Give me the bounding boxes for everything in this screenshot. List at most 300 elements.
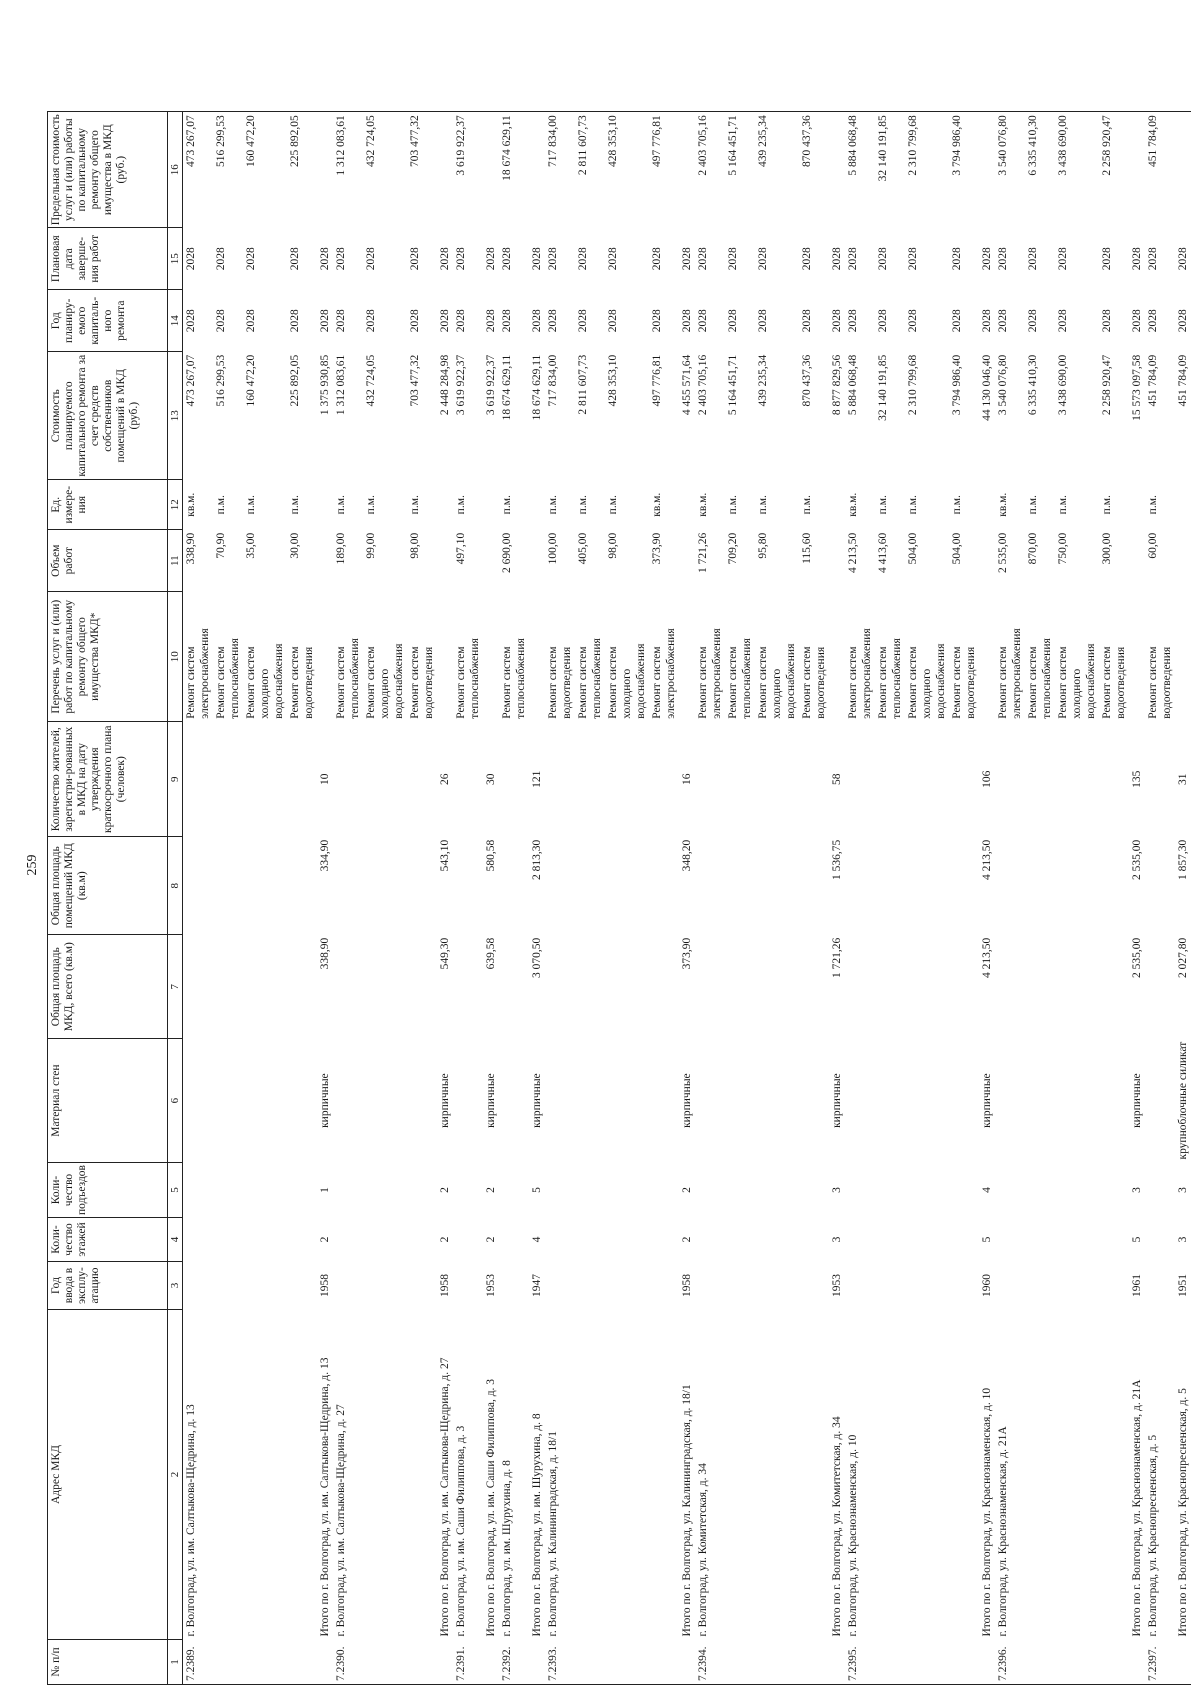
cell-entr: [725, 1163, 755, 1218]
cell-addr: [407, 1310, 437, 1640]
table-row: [183, 112, 214, 1685]
cell-cost: 2 448 284,98: [439, 354, 451, 416]
cell-wall: [799, 1039, 829, 1163]
cell-max: 3 619 922,37: [453, 112, 483, 228]
cell-area2: [649, 837, 679, 935]
cell-area2: [213, 837, 243, 935]
cell-wall: [995, 1039, 1025, 1163]
cell-vol: [979, 530, 995, 592]
cell-area: [499, 935, 529, 1039]
cell-cost: 1 375 930,85: [319, 354, 331, 416]
cell-cost: 473 267,07: [185, 354, 197, 407]
cell-y14: 2028: [531, 309, 543, 333]
cell-year: 1961: [1131, 1274, 1143, 1297]
cell-area: [949, 935, 979, 1039]
cell-addr: [213, 1310, 243, 1640]
cell-year: [799, 1262, 829, 1310]
cell-vol: 2 535,00: [997, 532, 1009, 573]
cell-unit: [1129, 480, 1145, 530]
cell-area: [995, 935, 1025, 1039]
cell-y15: 2028: [951, 247, 963, 271]
cell-cost: 18 674 629,11: [501, 354, 513, 421]
header-cell: Общая площадь МКД, всего (кв.м): [48, 935, 168, 1039]
cell-wall: [755, 1039, 799, 1163]
cell-area: 549,30: [439, 937, 451, 970]
cell-area2: [499, 837, 529, 935]
column-number: 13: [168, 352, 183, 480]
cell-unit: п.м.: [547, 495, 559, 515]
cell-entr: [1055, 1163, 1099, 1218]
cell-people: [287, 722, 317, 837]
cell-addr: [755, 1310, 799, 1640]
cell-floors: 2: [485, 1236, 497, 1243]
cell-year: [995, 1262, 1025, 1310]
cell-max: [1129, 112, 1145, 228]
cell-wall: [363, 1039, 407, 1163]
page-number: 259: [25, 854, 40, 876]
cell-wall: крупноблочные силикат: [1177, 1041, 1189, 1160]
cell-people: [453, 722, 483, 837]
cell-num: [725, 1640, 755, 1685]
cell-y15: 2028: [831, 247, 843, 271]
cell-year: 1958: [439, 1274, 451, 1297]
cell-wall: [875, 1039, 905, 1163]
cell-unit: кв.м.: [847, 492, 859, 517]
cell-vol: [437, 530, 453, 592]
header-cell: Ед. измере-ния: [48, 480, 168, 530]
cell-y15: 2028: [981, 247, 993, 271]
table-row: [213, 112, 243, 1685]
cell-wall: кирпичные: [681, 1073, 693, 1128]
cell-y14: 2028: [485, 309, 497, 333]
header-cell: Коли-чество подъездов: [48, 1163, 168, 1218]
header-cell: Объем работ: [48, 530, 168, 592]
cell-unit: п.м.: [215, 495, 227, 515]
cell-area2: [407, 837, 437, 935]
cell-max: [317, 112, 333, 228]
cell-work: Ремонт систем холодного водоснабжения: [757, 643, 797, 719]
total-row: [679, 112, 695, 1685]
cell-addr: [287, 1310, 317, 1640]
cell-year: [333, 1262, 363, 1310]
cell-people: [407, 722, 437, 837]
cell-entr: [499, 1163, 529, 1218]
cell-people: 10: [319, 773, 331, 785]
cell-unit: п.м.: [877, 495, 889, 515]
cell-work: Ремонт систем водоотведения: [951, 646, 977, 719]
cell-wall: кирпичные: [831, 1073, 843, 1128]
cell-vol: [483, 530, 499, 592]
table-row: [407, 112, 437, 1685]
table-row: [333, 112, 363, 1685]
cell-unit: [483, 480, 499, 530]
cell-num: [829, 1640, 845, 1685]
cell-floors: 4: [531, 1236, 543, 1243]
cell-y14: 2028: [831, 309, 843, 333]
table-row: [875, 112, 905, 1685]
cell-work: Ремонт систем холодного водоснабжения: [907, 643, 947, 719]
cell-entr: [995, 1163, 1025, 1218]
cell-addr: [649, 1310, 679, 1640]
column-number: 6: [168, 1039, 183, 1163]
capital-repair-table: [47, 111, 1191, 1685]
cell-unit: п.м.: [801, 495, 813, 515]
cell-num: [1099, 1640, 1129, 1685]
cell-floors: [453, 1218, 483, 1262]
cell-area2: 4 213,50: [981, 839, 993, 880]
cell-people: [845, 722, 875, 837]
cell-area: [407, 935, 437, 1039]
cell-y15: 2028: [289, 247, 301, 271]
cell-vol: 504,00: [907, 532, 919, 565]
cell-unit: п.м.: [1147, 495, 1159, 515]
rotated-page: [25, 45, 1189, 1685]
cell-area: 2 027,80: [1177, 937, 1189, 978]
cell-cost: 3 619 922,37: [455, 354, 467, 416]
cell-area2: [575, 837, 605, 935]
cell-year: 1958: [319, 1274, 331, 1297]
cell-year: 1947: [531, 1274, 543, 1297]
cell-y15: 2028: [1057, 247, 1069, 271]
cell-year: [605, 1262, 649, 1310]
cell-y15: 2028: [757, 247, 769, 271]
cell-max: 703 477,32: [407, 112, 437, 228]
cell-floors: [695, 1218, 725, 1262]
cell-unit: [1175, 480, 1191, 530]
cell-y14: 2028: [547, 309, 559, 333]
cell-people: 26: [439, 773, 451, 785]
cell-entr: [333, 1163, 363, 1218]
cell-floors: [875, 1218, 905, 1262]
cell-unit: п.м.: [607, 495, 619, 515]
cell-entr: [1145, 1163, 1175, 1218]
cell-wall: [905, 1039, 949, 1163]
cell-addr: [575, 1310, 605, 1640]
cell-addr: г. Волгоград, ул. им. Саши Филиппова, д. 3: [455, 1425, 467, 1637]
cell-year: [1025, 1262, 1055, 1310]
cell-area2: 580,58: [485, 839, 497, 872]
cell-wall: кирпичные: [531, 1073, 543, 1128]
cell-y14: 2028: [409, 309, 421, 333]
header-cell: Адрес МКД: [48, 1310, 168, 1640]
cell-y15: 2028: [439, 247, 451, 271]
cell-num: [437, 1640, 453, 1685]
cell-area: 4 213,50: [981, 937, 993, 978]
cell-cost: 3 794 986,40: [951, 354, 963, 416]
cell-y15: 2028: [547, 247, 559, 271]
cell-y15: 2028: [1147, 247, 1159, 271]
cell-floors: 3: [831, 1236, 843, 1243]
cell-area2: [243, 837, 287, 935]
cell-entr: [287, 1163, 317, 1218]
cell-floors: [845, 1218, 875, 1262]
column-number: 4: [168, 1218, 183, 1262]
cell-unit: п.м.: [245, 495, 257, 515]
table-row: [243, 112, 287, 1685]
cell-area: [799, 935, 829, 1039]
cell-y15: 2028: [847, 247, 859, 271]
cell-area: [575, 935, 605, 1039]
cell-num: [529, 1640, 545, 1685]
cell-floors: [1025, 1218, 1055, 1262]
cell-people: [363, 722, 407, 837]
cell-addr: Итого по г. Волгоград, ул. Комитетская, д. 34: [831, 1416, 843, 1637]
cell-people: [1025, 722, 1055, 837]
cell-y15: 2028: [215, 247, 227, 271]
cell-vol: 98,00: [607, 532, 619, 559]
cell-year: [875, 1262, 905, 1310]
cell-wall: [407, 1039, 437, 1163]
cell-max: [829, 112, 845, 228]
cell-vol: 497,10: [455, 532, 467, 565]
cell-people: 135: [1131, 770, 1143, 788]
cell-num: [287, 1640, 317, 1685]
cell-wall: [213, 1039, 243, 1163]
cell-addr: Итого по г. Волгоград, ул. им. Шурухина, д. 8: [531, 1413, 543, 1637]
cell-unit: [829, 480, 845, 530]
cell-area: [333, 935, 363, 1039]
cell-addr: г. Волгоград, ул. им. Салтыкова-Щедрина, д. 13: [185, 1404, 197, 1637]
cell-area: [875, 935, 905, 1039]
cell-num: 7.2393.: [545, 1640, 575, 1685]
cell-work: Ремонт систем электроснабжения: [847, 628, 873, 719]
cell-y14: 2028: [215, 309, 227, 333]
cell-area2: 543,10: [439, 839, 451, 872]
cell-work: [483, 592, 499, 722]
cell-y14: 2028: [651, 309, 663, 333]
cell-work: Ремонт систем теплоснабжения: [501, 638, 527, 719]
table-row: [725, 112, 755, 1685]
cell-y15: 2028: [697, 247, 709, 271]
cell-num: [1129, 1640, 1145, 1685]
cell-entr: [1025, 1163, 1055, 1218]
cell-num: 7.2395.: [845, 1640, 875, 1685]
cell-entr: [575, 1163, 605, 1218]
header-cell: Год ввода в эксплу-атацию: [48, 1262, 168, 1310]
cell-wall: [575, 1039, 605, 1163]
cell-area2: 2 535,00: [1131, 839, 1143, 880]
cell-max: 3 438 690,00: [1055, 112, 1099, 228]
cell-year: [845, 1262, 875, 1310]
cell-y14: 2028: [727, 309, 739, 333]
cell-area2: [905, 837, 949, 935]
cell-addr: [605, 1310, 649, 1640]
cell-unit: п.м.: [907, 495, 919, 515]
cell-y14: 2028: [951, 309, 963, 333]
cell-people: 16: [681, 773, 693, 785]
cell-unit: п.м.: [727, 495, 739, 515]
column-number: 2: [168, 1310, 183, 1640]
cell-people: 121: [531, 770, 543, 788]
cell-area: [725, 935, 755, 1039]
cell-work: Ремонт систем холодного водоснабжения: [365, 643, 405, 719]
cell-work: [979, 592, 995, 722]
cell-addr: [363, 1310, 407, 1640]
total-row: [317, 112, 333, 1685]
cell-wall: [1025, 1039, 1055, 1163]
cell-year: [695, 1262, 725, 1310]
cell-num: 7.2392.: [499, 1640, 529, 1685]
cell-year: 1953: [485, 1274, 497, 1297]
cell-wall: кирпичные: [319, 1073, 331, 1128]
cell-area: 639,58: [485, 937, 497, 970]
cell-num: 7.2390.: [333, 1640, 363, 1685]
cell-entr: [605, 1163, 649, 1218]
cell-num: [213, 1640, 243, 1685]
cell-work: Ремонт систем теплоснабжения: [1027, 638, 1053, 719]
cell-people: [1099, 722, 1129, 837]
cell-work: Ремонт систем водоотведения: [1101, 646, 1127, 719]
cell-people: [799, 722, 829, 837]
cell-area: [605, 935, 649, 1039]
cell-y15: 2028: [651, 247, 663, 271]
cell-year: [363, 1262, 407, 1310]
cell-entr: [875, 1163, 905, 1218]
cell-num: 7.2391.: [453, 1640, 483, 1685]
cell-area2: [695, 837, 725, 935]
cell-y15: 2028: [1177, 247, 1189, 271]
cell-year: 1953: [831, 1274, 843, 1297]
cell-cost: 8 877 829,56: [831, 354, 843, 416]
cell-vol: 189,00: [335, 532, 347, 565]
cell-floors: [1145, 1218, 1175, 1262]
cell-y15: 2028: [455, 247, 467, 271]
cell-unit: п.м.: [577, 495, 589, 515]
cell-cost: 451 784,09: [1177, 354, 1189, 407]
cell-num: 7.2389.: [183, 1640, 214, 1685]
cell-addr: [1025, 1310, 1055, 1640]
cell-work: Ремонт систем холодного водоснабжения: [1057, 643, 1097, 719]
cell-floors: [1055, 1218, 1099, 1262]
cell-unit: [529, 480, 545, 530]
cell-unit: кв.м.: [697, 492, 709, 517]
cell-year: [1145, 1262, 1175, 1310]
cell-unit: п.м.: [335, 495, 347, 515]
cell-year: [949, 1262, 979, 1310]
cell-people: [1055, 722, 1099, 837]
cell-people: [499, 722, 529, 837]
cell-y14: 2028: [981, 309, 993, 333]
cell-max: 32 140 191,85: [875, 112, 905, 228]
cell-addr: [1055, 1310, 1099, 1640]
cell-wall: [499, 1039, 529, 1163]
cell-floors: [1099, 1218, 1129, 1262]
cell-max: 160 472,20: [243, 112, 287, 228]
cell-max: [483, 112, 499, 228]
cell-entr: 3: [1131, 1187, 1143, 1193]
cell-max: [979, 112, 995, 228]
cell-max: 18 674 629,11: [499, 112, 529, 228]
cell-entr: [243, 1163, 287, 1218]
cell-num: [649, 1640, 679, 1685]
cell-y14: 2028: [245, 309, 257, 333]
table-row: [1025, 112, 1055, 1685]
cell-num: [1025, 1640, 1055, 1685]
cell-people: [755, 722, 799, 837]
cell-entr: [649, 1163, 679, 1218]
cell-addr: Итого по г. Волгоград, ул. Краснопресненская, д. 5: [1177, 1388, 1189, 1637]
cell-y15: 2028: [531, 247, 543, 271]
cell-vol: 35,00: [245, 532, 257, 559]
cell-y14: 2028: [439, 309, 451, 333]
table-row: [1055, 112, 1099, 1685]
cell-people: [333, 722, 363, 837]
cell-entr: [453, 1163, 483, 1218]
cell-cost: 6 335 410,30: [1027, 354, 1039, 416]
cell-max: 497 776,81: [649, 112, 679, 228]
cell-cost: 3 438 690,00: [1057, 354, 1069, 416]
cell-y14: 2028: [697, 309, 709, 333]
cell-y14: 2028: [1177, 309, 1189, 333]
column-number: 5: [168, 1163, 183, 1218]
cell-y15: 2028: [877, 247, 889, 271]
cell-max: 428 353,10: [605, 112, 649, 228]
cell-vol: [829, 530, 845, 592]
cell-floors: [243, 1218, 287, 1262]
cell-entr: [695, 1163, 725, 1218]
cell-area2: 334,90: [319, 839, 331, 872]
cell-vol: 30,00: [289, 532, 301, 559]
cell-area: [545, 935, 575, 1039]
cell-y15: 2028: [997, 247, 1009, 271]
cell-cost: 2 811 607,73: [577, 354, 589, 415]
cell-vol: 300,00: [1101, 532, 1113, 565]
cell-num: 7.2394.: [695, 1640, 725, 1685]
column-number: 9: [168, 722, 183, 837]
cell-area2: [545, 837, 575, 935]
column-number: 10: [168, 592, 183, 722]
cell-area2: [605, 837, 649, 935]
cell-year: [243, 1262, 287, 1310]
cell-area: 1 721,26: [831, 937, 843, 978]
table-row: [1099, 112, 1129, 1685]
cell-work: Ремонт систем холодного водоснабжения: [607, 643, 647, 719]
cell-area2: [799, 837, 829, 935]
cell-max: 451 784,09: [1145, 112, 1175, 228]
cell-num: [799, 1640, 829, 1685]
cell-y14: 2028: [681, 309, 693, 333]
header-cell: Предельная стоимость услуг и (или) работы по капитальному ремонту общего имущества в МКД (руб.): [48, 112, 168, 228]
cell-wall: кирпичные: [439, 1073, 451, 1128]
cell-unit: п.м.: [409, 495, 421, 515]
cell-num: [483, 1640, 499, 1685]
cell-cost: 3 540 076,80: [997, 354, 1009, 416]
cell-area: [363, 935, 407, 1039]
cell-addr: Итого по г. Волгоград, ул. им. Салтыкова-Щедрина, д. 27: [439, 1357, 451, 1637]
cell-floors: [905, 1218, 949, 1262]
cell-area: [1145, 935, 1175, 1039]
cell-max: 3 794 986,40: [949, 112, 979, 228]
cell-entr: 2: [485, 1187, 497, 1193]
cell-floors: 2: [439, 1236, 451, 1243]
cell-cost: 32 140 191,85: [877, 354, 889, 421]
table-row: [605, 112, 649, 1685]
table-row: [905, 112, 949, 1685]
cell-wall: [949, 1039, 979, 1163]
cell-max: 473 267,07: [183, 112, 214, 228]
cell-year: [453, 1262, 483, 1310]
table-row: [995, 112, 1025, 1685]
cell-cost: 717 834,00: [547, 354, 559, 407]
cell-area2: [995, 837, 1025, 935]
cell-area: [1025, 935, 1055, 1039]
cell-unit: [437, 480, 453, 530]
cell-year: 1958: [681, 1274, 693, 1297]
cell-entr: 2: [681, 1187, 693, 1193]
column-number: 16: [168, 112, 183, 228]
cell-year: [407, 1262, 437, 1310]
cell-work: Ремонт систем водоотведения: [409, 646, 435, 719]
